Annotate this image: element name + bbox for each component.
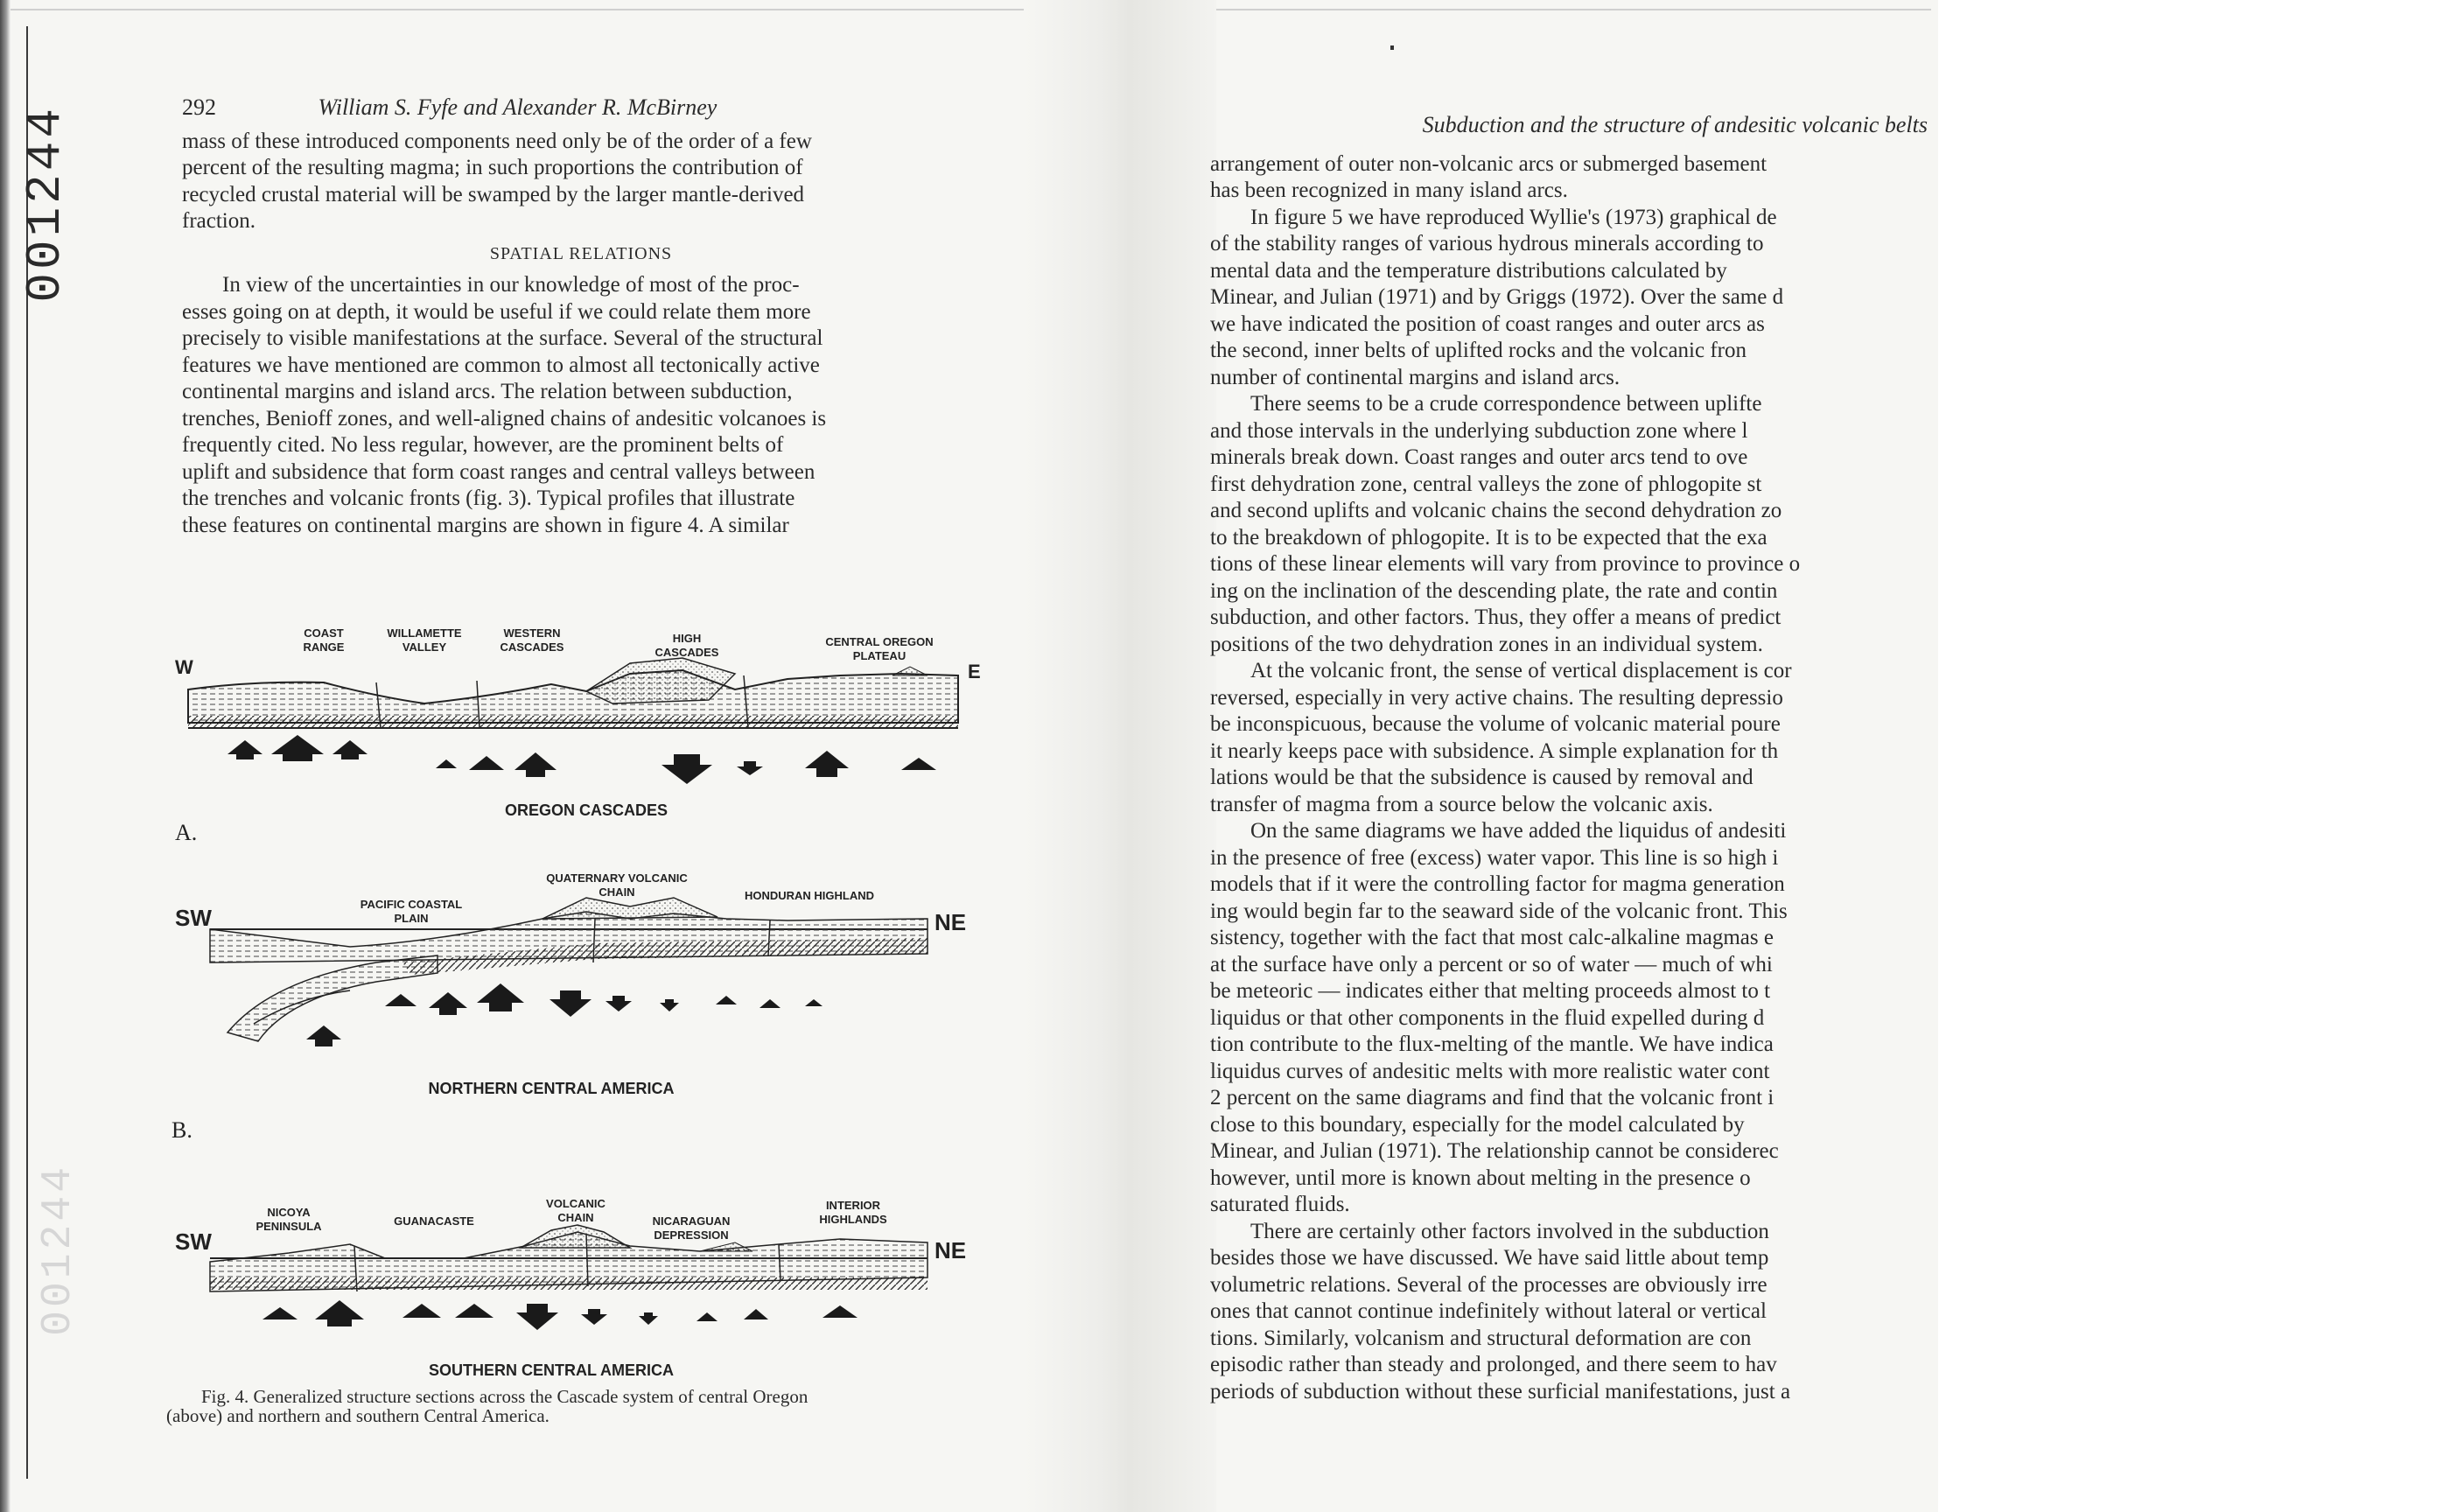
label-pacific-coastal-plain: PACIFIC COASTAL bbox=[360, 898, 463, 911]
text-line: Minear, and Julian (1971) and by Griggs (1972). Over the same d bbox=[1210, 285, 1784, 309]
text-line: at the surface have only a percent or so of water — much of whi bbox=[1210, 952, 1773, 976]
text-line: has been recognized in many island arcs. bbox=[1210, 178, 1568, 202]
label-willamette-valley: WILLAMETTE bbox=[387, 626, 462, 640]
text-line: these features on continental margins are shown in figure 4. A similar bbox=[182, 513, 789, 537]
text-line: besides those we have discussed. We have said little about temp bbox=[1210, 1246, 1769, 1270]
label-central-oregon-plateau: PLATEAU bbox=[852, 649, 906, 662]
text-line: of the stability ranges of various hydrous minerals according to bbox=[1210, 232, 1764, 256]
label-nicoya-peninsula: PENINSULA bbox=[256, 1220, 322, 1233]
text-line: arrangement of outer non-volcanic arcs or submerged basement bbox=[1210, 151, 1768, 176]
speck bbox=[1390, 46, 1394, 50]
authors-head: William S. Fyfe and Alexander R. McBirney bbox=[318, 94, 718, 120]
text-line: be meteoric — indicates either that melting proceeds almost to t bbox=[1210, 979, 1771, 1003]
figure-caption bbox=[166, 1387, 971, 1425]
archive-stamp-ghost: 001244 bbox=[35, 1164, 82, 1336]
text-line: tion contribute to the flux-melting of the mantle. We have indica bbox=[1210, 1032, 1774, 1056]
west-label: W bbox=[175, 656, 193, 678]
scan-top-border bbox=[10, 9, 1931, 10]
text-line: esses going on at depth, it would be useful if we could relate them more bbox=[182, 299, 811, 324]
left-page bbox=[182, 94, 980, 539]
text-line: trenches, Benioff zones, and well-aligned chains of andesitic volcanoes is bbox=[182, 406, 827, 430]
label-western-cascades: CASCADES bbox=[500, 640, 564, 654]
paragraph bbox=[1210, 818, 1928, 1219]
label-pacific-coastal-plain: PLAIN bbox=[394, 912, 429, 925]
text-line: ing would begin far to the seaward side of the volcanic front. This bbox=[1210, 899, 1788, 923]
paragraph bbox=[1210, 391, 1928, 658]
text-line: first dehydration zone, central valleys the zone of phlogopite st bbox=[1210, 472, 1762, 496]
text-line: number of continental margins and island arcs. bbox=[1210, 365, 1620, 389]
paragraph bbox=[1210, 1219, 1928, 1406]
east-label: NE bbox=[934, 909, 967, 935]
text-line: At the volcanic front, the sense of vertical displacement is cor bbox=[1250, 659, 1792, 682]
label-volcanic-chain: VOLCANIC bbox=[546, 1197, 606, 1210]
east-label: E bbox=[968, 661, 981, 682]
binding-edge bbox=[0, 0, 10, 1512]
text-line: mental data and the temperature distributions calculated by bbox=[1210, 258, 1727, 283]
right-running-head: Subduction and the structure of andesitic volcanic belts bbox=[1422, 112, 1928, 137]
structure-sections-diagram bbox=[172, 612, 989, 1382]
text-line: frequently cited. No less regular, however, are the prominent belts of bbox=[182, 433, 784, 457]
label-honduran-highland: HONDURAN HIGHLAND bbox=[744, 889, 875, 902]
text-line: ing on the inclination of the descending plate, the rate and contin bbox=[1210, 578, 1778, 603]
label-central-oregon-plateau: CENTRAL OREGON bbox=[825, 635, 934, 648]
paragraph bbox=[1210, 658, 1928, 818]
text-line: lations would be that the subsidence is caused by removal and bbox=[1210, 766, 1754, 789]
label-coast-range: COAST bbox=[304, 626, 344, 640]
label-interior-highlands: INTERIOR bbox=[825, 1199, 881, 1212]
text-line: liquidus curves of andesitic melts with more realistic water cont bbox=[1210, 1059, 1770, 1083]
text-line: 2 percent on the same diagrams and find that the volcanic front i bbox=[1210, 1086, 1774, 1110]
text-line: precisely to visible manifestations at the surface. Several of the structural bbox=[182, 326, 823, 350]
text-line: the trenches and volcanic fronts (fig. 3). Typical profiles that illustrate bbox=[182, 486, 795, 510]
label-nicaraguan-depression: DEPRESSION bbox=[654, 1228, 729, 1242]
text-line: recycled crustal material will be swamped by the larger mantle-derived bbox=[182, 182, 805, 206]
text-line: fraction. bbox=[182, 209, 256, 233]
west-label: SW bbox=[175, 1228, 212, 1255]
text-line: be inconspicuous, because the volume of volcanic material poure bbox=[1210, 712, 1781, 736]
page-number: 292 bbox=[182, 94, 216, 120]
text-line: uplift and subsidence that form coast ranges and central valleys between bbox=[182, 459, 816, 484]
panel-title: SOUTHERN CENTRAL AMERICA bbox=[428, 1362, 675, 1379]
panel-northern-central-america bbox=[175, 872, 966, 1097]
text-line: periods of subduction without these surficial manifestations, just a bbox=[1210, 1379, 1791, 1404]
text-line: and those intervals in the underlying subduction zone where l bbox=[1210, 418, 1748, 443]
text-line: volumetric relations. Several of the processes are obviously irre bbox=[1210, 1272, 1768, 1297]
text-line: tions. Similarly, volcanism and structural deformation are con bbox=[1210, 1326, 1752, 1350]
label-volcanic-chain: CHAIN bbox=[557, 1211, 594, 1224]
spatial-relations-paragraph bbox=[182, 272, 980, 539]
panel-oregon-cascades bbox=[175, 626, 981, 845]
text-line: however, until more is known about melting in the presence o bbox=[1210, 1166, 1751, 1190]
text-line: minerals break down. Coast ranges and outer arcs tend to ove bbox=[1210, 445, 1748, 469]
text-line: positions of the two dehydration zones in an individual system. bbox=[1210, 632, 1763, 656]
section-heading: SPATIAL RELATIONS bbox=[489, 243, 673, 263]
text-line: In view of the uncertainties in our knowledge of most of the proc- bbox=[222, 273, 800, 297]
text-line: continental margins and island arcs. The relation between subduction, bbox=[182, 380, 793, 403]
label-nicaraguan-depression: NICARAGUAN bbox=[652, 1214, 731, 1228]
label-western-cascades: WESTERN bbox=[503, 626, 561, 640]
label-high-cascades: CASCADES bbox=[654, 646, 719, 659]
text-line: There seems to be a crude correspondence between uplifte bbox=[1250, 392, 1762, 416]
label-high-cascades: HIGH bbox=[672, 632, 702, 645]
text-line: in the presence of free (excess) water vapor. This line is so high i bbox=[1210, 845, 1779, 870]
panel-letter: B. bbox=[172, 1117, 192, 1143]
text-line: transfer of magma from a source below the volcanic axis. bbox=[1210, 792, 1713, 816]
text-line: reversed, especially in very active chains. The resulting depressio bbox=[1210, 685, 1783, 710]
text-line: sistency, together with the fact that most calc-alkaline magmas e bbox=[1210, 926, 1774, 949]
text-line: and second uplifts and volcanic chains the second dehydration zo bbox=[1210, 499, 1782, 522]
text-line: tions of these linear elements will vary from province to province o bbox=[1210, 552, 1801, 576]
text-line: liquidus or that other components in the fluid expelled during d bbox=[1210, 1005, 1765, 1030]
intro-paragraph bbox=[182, 129, 980, 235]
caption-line: (above) and northern and southern Central America. bbox=[166, 1405, 550, 1426]
panel-letter: A. bbox=[175, 820, 198, 845]
left-running-head bbox=[182, 94, 980, 122]
right-page bbox=[1210, 94, 1928, 1405]
text-line: we have indicated the position of coast ranges and outer arcs as bbox=[1210, 312, 1765, 336]
text-line: it nearly keeps pace with subsidence. A simple explanation for th bbox=[1210, 738, 1779, 763]
text-line: close to this boundary, especially for the model calculated by bbox=[1210, 1112, 1745, 1137]
text-line: features we have mentioned are common to almost all tectonically active bbox=[182, 353, 820, 377]
label-interior-highlands: HIGHLANDS bbox=[819, 1213, 887, 1226]
text-line: models that if it were the controlling factor for magma generation bbox=[1210, 872, 1785, 896]
panel-southern-central-america bbox=[172, 1117, 966, 1379]
caption-line: Fig. 4. Generalized structure sections across the Cascade system of central Oregon bbox=[201, 1386, 808, 1407]
right-page-body bbox=[1210, 151, 1928, 1406]
text-line: In figure 5 we have reproduced Wyllie's (1973) graphical de bbox=[1250, 205, 1777, 229]
archive-stamp-number: 001244 bbox=[18, 105, 74, 303]
label-guanacaste: GUANACASTE bbox=[394, 1214, 474, 1228]
text-line: the second, inner belts of uplifted rocks and the volcanic fron bbox=[1210, 339, 1747, 362]
text-line: mass of these introduced components need only be of the order of a few bbox=[182, 129, 812, 153]
paragraph bbox=[1210, 151, 1928, 205]
label-quaternary-volcanic-chain: CHAIN bbox=[598, 886, 635, 899]
text-line: percent of the resulting magma; in such proportions the contribution of bbox=[182, 156, 803, 179]
paragraph bbox=[1210, 205, 1928, 392]
label-willamette-valley: VALLEY bbox=[402, 640, 447, 654]
text-line: episodic rather than steady and prolonged, and there seem to hav bbox=[1210, 1353, 1777, 1376]
label-nicoya-peninsula: NICOYA bbox=[267, 1206, 311, 1219]
text-line: to the breakdown of phlogopite. It is to be expected that the exa bbox=[1210, 525, 1768, 550]
text-line: subduction, and other factors. Thus, they offer a means of predict bbox=[1210, 606, 1782, 629]
text-line: Minear, and Julian (1971). The relationship cannot be considerec bbox=[1210, 1139, 1779, 1163]
panel-title: OREGON CASCADES bbox=[504, 802, 668, 819]
text-line: ones that cannot continue indefinitely without lateral or vertical bbox=[1210, 1299, 1767, 1323]
label-coast-range: RANGE bbox=[303, 640, 345, 654]
page-gutter bbox=[1024, 0, 1216, 1512]
text-line: saturated fluids. bbox=[1210, 1193, 1350, 1216]
east-label: NE bbox=[934, 1237, 967, 1264]
west-label: SW bbox=[175, 905, 212, 931]
text-line: On the same diagrams we have added the liquidus of andesiti bbox=[1250, 819, 1787, 843]
text-line: There are certainly other factors involved in the subduction bbox=[1250, 1219, 1769, 1243]
label-quaternary-volcanic-chain: QUATERNARY VOLCANIC bbox=[546, 872, 688, 885]
panel-title: NORTHERN CENTRAL AMERICA bbox=[428, 1080, 675, 1097]
figure-4 bbox=[172, 612, 989, 1435]
